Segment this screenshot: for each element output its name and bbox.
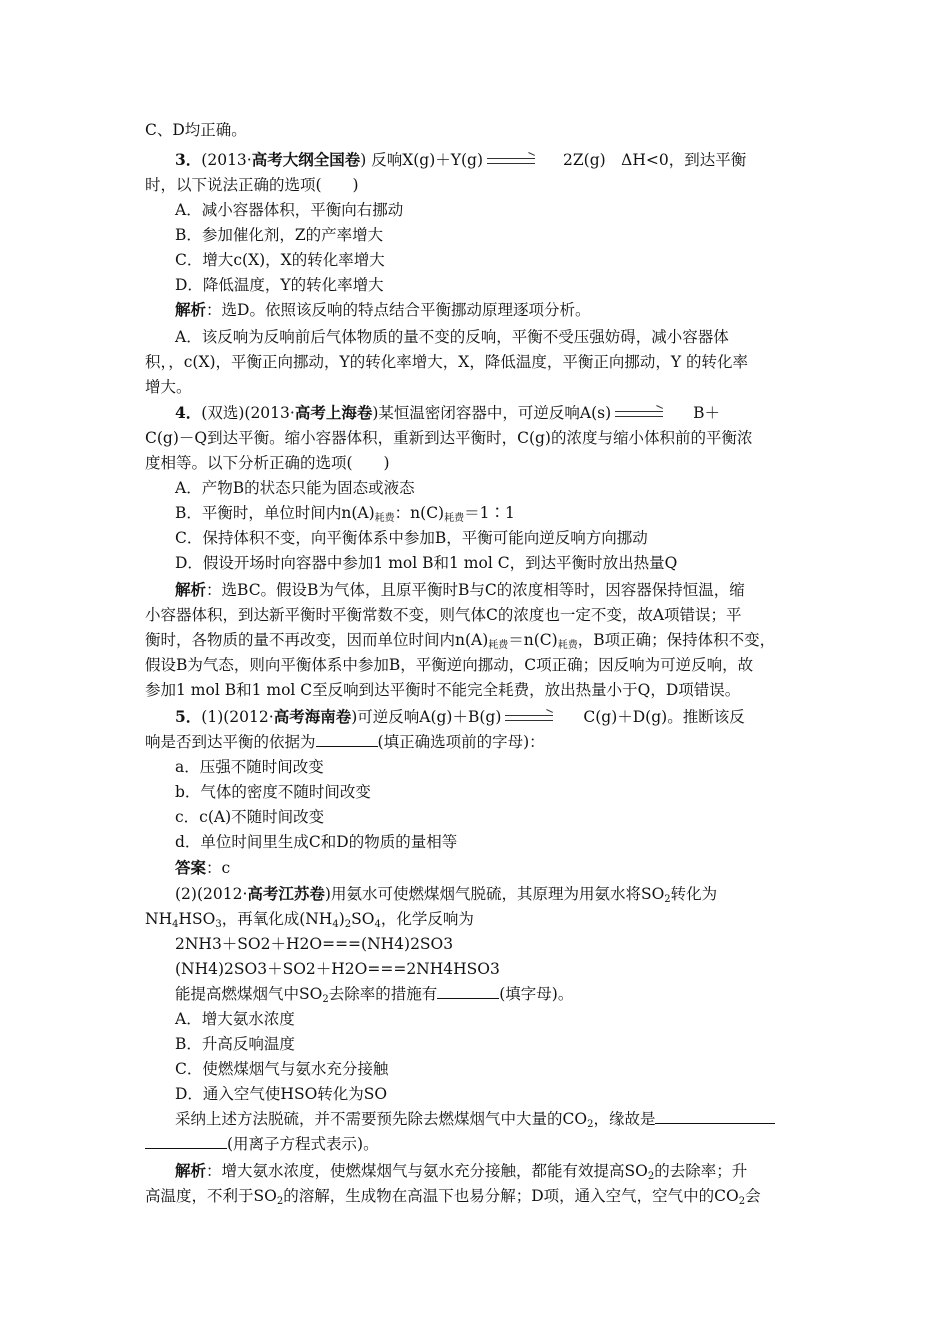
option-b: b．气体的密度不随时间改变 <box>175 783 371 801</box>
text-line: 度相等。以下分析正确的选项( ) <box>145 454 390 472</box>
analysis-label: 解析：选BC。假设B为气体，且原平衡时B与C的浓度相等时，因容器保持恒温，缩 <box>175 580 745 599</box>
option-a: A．增大氨水浓度 <box>175 1010 295 1028</box>
text-line: 小容器体积，到达新平衡时平衡常数不变，则气体C的浓度也一定不变，故A项错误；平 <box>145 606 742 624</box>
text-line: C(g)－Q到达平衡。缩小容器体积，重新到达平衡时，C(g)的浓度与缩小体积前的平衡浓 <box>145 429 753 447</box>
option-d: D．假设开场时向容器中参加1 mol B和1 mol C，到达平衡时放出热量Q <box>175 554 678 572</box>
analysis-label: 解析：增大氨水浓度，使燃煤烟气与氨水充分接触，都能有效提高$SO_2$的去除率；升 <box>175 1161 748 1182</box>
equilibrium-arrow-icon <box>615 408 663 420</box>
text-line: 高温度，不利于$SO_2$的溶解，生成物在高温下也易分解；D项，通入空气，空气中的$CO_2$会 <box>145 1187 761 1207</box>
text-line: $NH_4HSO_3$，再氧化成$(NH_4)_2SO_4$，化学反响为 <box>145 910 474 930</box>
text-line: 采纳上述方法脱硫，并不需要预先除去燃煤烟气中大量的$CO_2$，缘故是 <box>175 1109 845 1135</box>
answer-blank[interactable] <box>316 732 378 747</box>
option-c: C．保持体积不变，向平衡体系中参加B，平衡可能向逆反响方向挪动 <box>175 529 648 547</box>
text-line: 衡时，各物质的量不再改变，因而单位时间内$n(A)_{耗费}=n(C)_{耗费}$，B项正确；保持体积不变， <box>145 631 776 651</box>
text-line: (2)(2012·高考江苏卷)用氨水可使燃煤烟气脱硫，其原理为用氨水将$SO_2$转化为 <box>175 884 718 905</box>
equation-2: (NH4)2SO3＋SO2＋H2O===2NH4HSO3 <box>175 960 500 978</box>
option-b: B．升高反响温度 <box>175 1035 295 1053</box>
question-5-header: 5．(1)(2012·高考海南卷)可逆反响A(g)＋B(g) C(g)＋D(g)。推断该反 <box>175 707 745 726</box>
option-b: B．平衡时，单位时间内$n(A)_{耗费}$：$n(C)_{耗费}=1∶1$ <box>175 504 515 524</box>
option-b: B．参加催化剂，Z的产率增大 <box>175 226 384 244</box>
option-d: D．降低温度，Y的转化率增大 <box>175 276 384 294</box>
option-d: d．单位时间里生成C和D的物质的量相等 <box>175 833 458 851</box>
text-line: (用离子方程式表示)。 <box>145 1134 815 1154</box>
equation-1: 2NH3＋SO2＋H2O===(NH4)2SO3 <box>175 935 454 953</box>
text-line: 增大。 <box>145 378 192 396</box>
answer-blank[interactable] <box>145 1134 227 1149</box>
analysis-label: 解析：选D。依照该反响的特点结合平衡挪动原理逐项分析。 <box>175 300 591 319</box>
text-line: C、D均正确。 <box>145 121 247 139</box>
option-a: A．减小容器体积，平衡向右挪动 <box>175 201 404 219</box>
question-3-header: 3．(2013·高考大纲全国卷) 反响X(g)＋Y(g) 2Z(g) ΔH<0，到达平衡 <box>175 150 747 169</box>
answer-blank[interactable] <box>655 1109 775 1124</box>
text-line: 时，以下说法正确的选项( ) <box>145 176 359 194</box>
option-d: D．通入空气使HSO转化为SO <box>175 1085 388 1103</box>
question-4-header: 4．(双选)(2013·高考上海卷)某恒温密闭容器中，可逆反响A(s) B＋ <box>175 403 721 422</box>
answer-blank[interactable] <box>437 984 499 999</box>
equilibrium-arrow-icon <box>505 712 553 724</box>
equilibrium-arrow-icon <box>487 155 535 167</box>
text-line: A．该反响为反响前后气体物质的量不变的反响，平衡不受压强妨碍，减小容器体 <box>175 328 729 346</box>
text-line: 积，，c(X)，平衡正向挪动，Y的转化率增大，X，降低温度，平衡正向挪动，Y 的转化率 <box>145 353 748 371</box>
option-c: C．使燃煤烟气与氨水充分接触 <box>175 1060 389 1078</box>
option-a: a．压强不随时间改变 <box>175 758 324 776</box>
text-line: 参加1 mol B和1 mol C至反响到达平衡时不能完全耗费，放出热量小于Q，D项错误。 <box>145 681 741 699</box>
text-line: 能提高燃煤烟气中$SO_2$去除率的措施有 (填字母)。 <box>175 985 574 1005</box>
option-c: c．c(A)不随时间改变 <box>175 808 325 826</box>
answer-label: 答案：c <box>175 858 231 877</box>
text-line: 假设B为气态，则向平衡体系中参加B，平衡逆向挪动，C项正确；因反响为可逆反响，故 <box>145 656 754 674</box>
option-a: A．产物B的状态只能为固态或液态 <box>175 479 415 497</box>
text-line: 响是否到达平衡的依据为 (填正确选项前的字母)： <box>145 733 545 751</box>
option-c: C．增大c(X)，X的转化率增大 <box>175 251 385 269</box>
